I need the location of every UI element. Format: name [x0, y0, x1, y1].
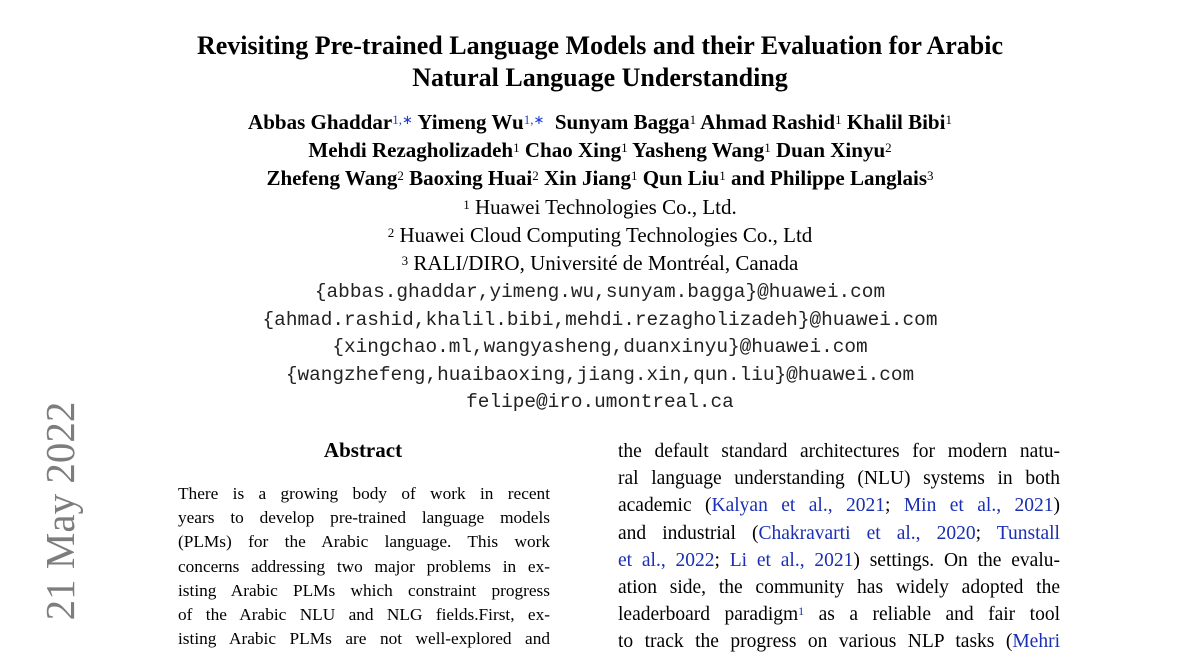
abstract-line: (PLMs) for the Arabic language. This work	[178, 532, 550, 552]
abstract-line: There is a growing body of work in recent	[178, 484, 550, 503]
author-name: Baoxing Huai	[409, 166, 533, 190]
author-affiliation-mark: 1	[945, 112, 952, 127]
body-text: ;	[885, 495, 904, 517]
author-name: Abbas Ghaddar	[248, 110, 393, 134]
abstract-body	[178, 482, 550, 651]
affiliation	[100, 193, 1100, 221]
body-text: as a reliable and fair tool	[804, 604, 1060, 626]
body-text: ;	[975, 522, 997, 544]
author-name: Khalil Bibi	[846, 110, 946, 134]
author-affiliation-mark: 1,∗	[523, 112, 545, 127]
abstract-heading: Abstract	[323, 438, 403, 462]
author-name: Xin Jiang	[544, 166, 631, 190]
author-affiliation-mark: 2	[397, 168, 404, 183]
abstract-line: of the Arabic NLU and NLG fields.First, ex-	[178, 605, 550, 625]
author-name: Sunyam Bagga	[554, 110, 690, 134]
citation-link[interactable]: Mehri	[1012, 631, 1060, 653]
body-line	[618, 628, 1060, 655]
author-name: Chao Xing	[524, 138, 622, 162]
citation-link[interactable]: Tunstall	[996, 522, 1060, 544]
body-line	[618, 520, 1060, 547]
author-affiliation-mark: 3	[927, 168, 934, 183]
email-line: {xingchao.ml,wangyasheng,duanxinyu}@huawei.com	[332, 336, 868, 359]
body-line: the default standard architectures for modern natu-	[618, 441, 1060, 462]
paper-title-line: Revisiting Pre-trained Language Models and their Evaluation for Arabic	[196, 31, 1003, 60]
author-affiliation-mark: 1	[719, 168, 726, 183]
author-affiliation-mark: 1	[630, 168, 638, 183]
affiliation-name: Huawei Cloud Computing Technologies Co., Ltd	[399, 223, 813, 247]
author-line-2	[100, 136, 1100, 164]
author-line-1	[100, 108, 1100, 136]
affiliation-mark: 2	[387, 225, 395, 240]
email-line: {ahmad.rashid,khalil.bibi,mehdi.rezagholizadeh}@huawei.com	[262, 308, 938, 331]
body-text: leaderboard paradigm	[618, 604, 799, 626]
author-affiliation-mark: 2	[532, 168, 539, 183]
citation-link[interactable]: Min et al., 2021	[903, 495, 1054, 517]
affiliation-list	[100, 193, 1100, 277]
email-line: {abbas.ghaddar,yimeng.wu,sunyam.bagga}@huawei.com	[314, 281, 886, 303]
author-name: Duan Xinyu	[775, 138, 886, 162]
arxiv-date-stamp: 21 May 2022	[37, 401, 83, 621]
author-name: Ahmad Rashid	[700, 110, 836, 134]
body-text: academic (	[618, 495, 712, 517]
email-line: {wangzhefeng,huaibaoxing,jiang.xin,qun.liu}@huawei.com	[285, 363, 915, 386]
author-name: Yasheng Wang	[632, 138, 765, 162]
abstract-line: isting Arabic PLMs which constraint progress	[178, 580, 550, 600]
author-line-3	[100, 164, 1100, 192]
body-line	[618, 547, 1060, 574]
author-affiliation-mark: 2	[885, 140, 892, 155]
author-affiliation-mark: 1	[764, 140, 771, 155]
body-line	[618, 492, 1060, 519]
citation-link[interactable]: Li et al., 2021	[729, 549, 854, 571]
intro-body	[618, 438, 1060, 656]
author-list	[100, 108, 1100, 192]
body-text: to track the progress on various NLP tasks (	[618, 631, 1013, 653]
author-name: Zhefeng Wang	[266, 166, 398, 190]
paper-title	[100, 30, 1100, 94]
abstract-line: concerns addressing two major problems in ex-	[178, 556, 550, 576]
body-text: ;	[714, 549, 730, 571]
abstract-line: years to develop pre-trained language models	[178, 508, 550, 528]
paper-title-line: Natural Language Understanding	[412, 63, 788, 92]
citation-link[interactable]: et al., 2022	[618, 549, 715, 571]
author-name: and Philippe Langlais	[730, 166, 928, 190]
author-affiliation-mark: 1	[513, 140, 520, 155]
body-text: ) settings. On the evalu-	[853, 549, 1060, 571]
author-affiliation-mark: 1,∗	[392, 112, 413, 127]
body-line: ation side, the community has widely adopted the	[618, 577, 1060, 599]
author-name: Yimeng Wu	[417, 110, 524, 134]
author-name: Mehdi Rezagholizadeh	[308, 138, 514, 162]
email-line: felipe@iro.umontreal.ca	[466, 391, 734, 414]
author-affiliation-mark: 1	[621, 140, 628, 155]
body-line: ral language understanding (NLU) systems in both	[618, 468, 1060, 490]
body-line	[618, 601, 1060, 628]
body-text: )	[1053, 495, 1060, 517]
citation-link[interactable]: Chakravarti et al., 2020	[758, 522, 976, 544]
affiliation-mark: 1	[463, 197, 470, 212]
affiliation-mark: 3	[401, 253, 409, 268]
footnote-marker[interactable]: 1	[798, 604, 805, 619]
body-text: and industrial (	[618, 522, 759, 544]
citation-link[interactable]: Kalyan et al., 2021	[711, 495, 885, 517]
affiliation-name: RALI/DIRO, Université de Montréal, Canada	[413, 251, 799, 275]
affiliation	[100, 221, 1100, 249]
author-name: Qun Liu	[642, 166, 720, 190]
affiliation	[100, 249, 1100, 277]
email-list	[100, 279, 1100, 417]
abstract-line: isting Arabic PLMs are not well-explored and	[178, 629, 550, 649]
author-affiliation-mark: 1	[689, 112, 697, 127]
author-affiliation-mark: 1	[835, 112, 842, 127]
affiliation-name: Huawei Technologies Co., Ltd.	[474, 195, 737, 219]
